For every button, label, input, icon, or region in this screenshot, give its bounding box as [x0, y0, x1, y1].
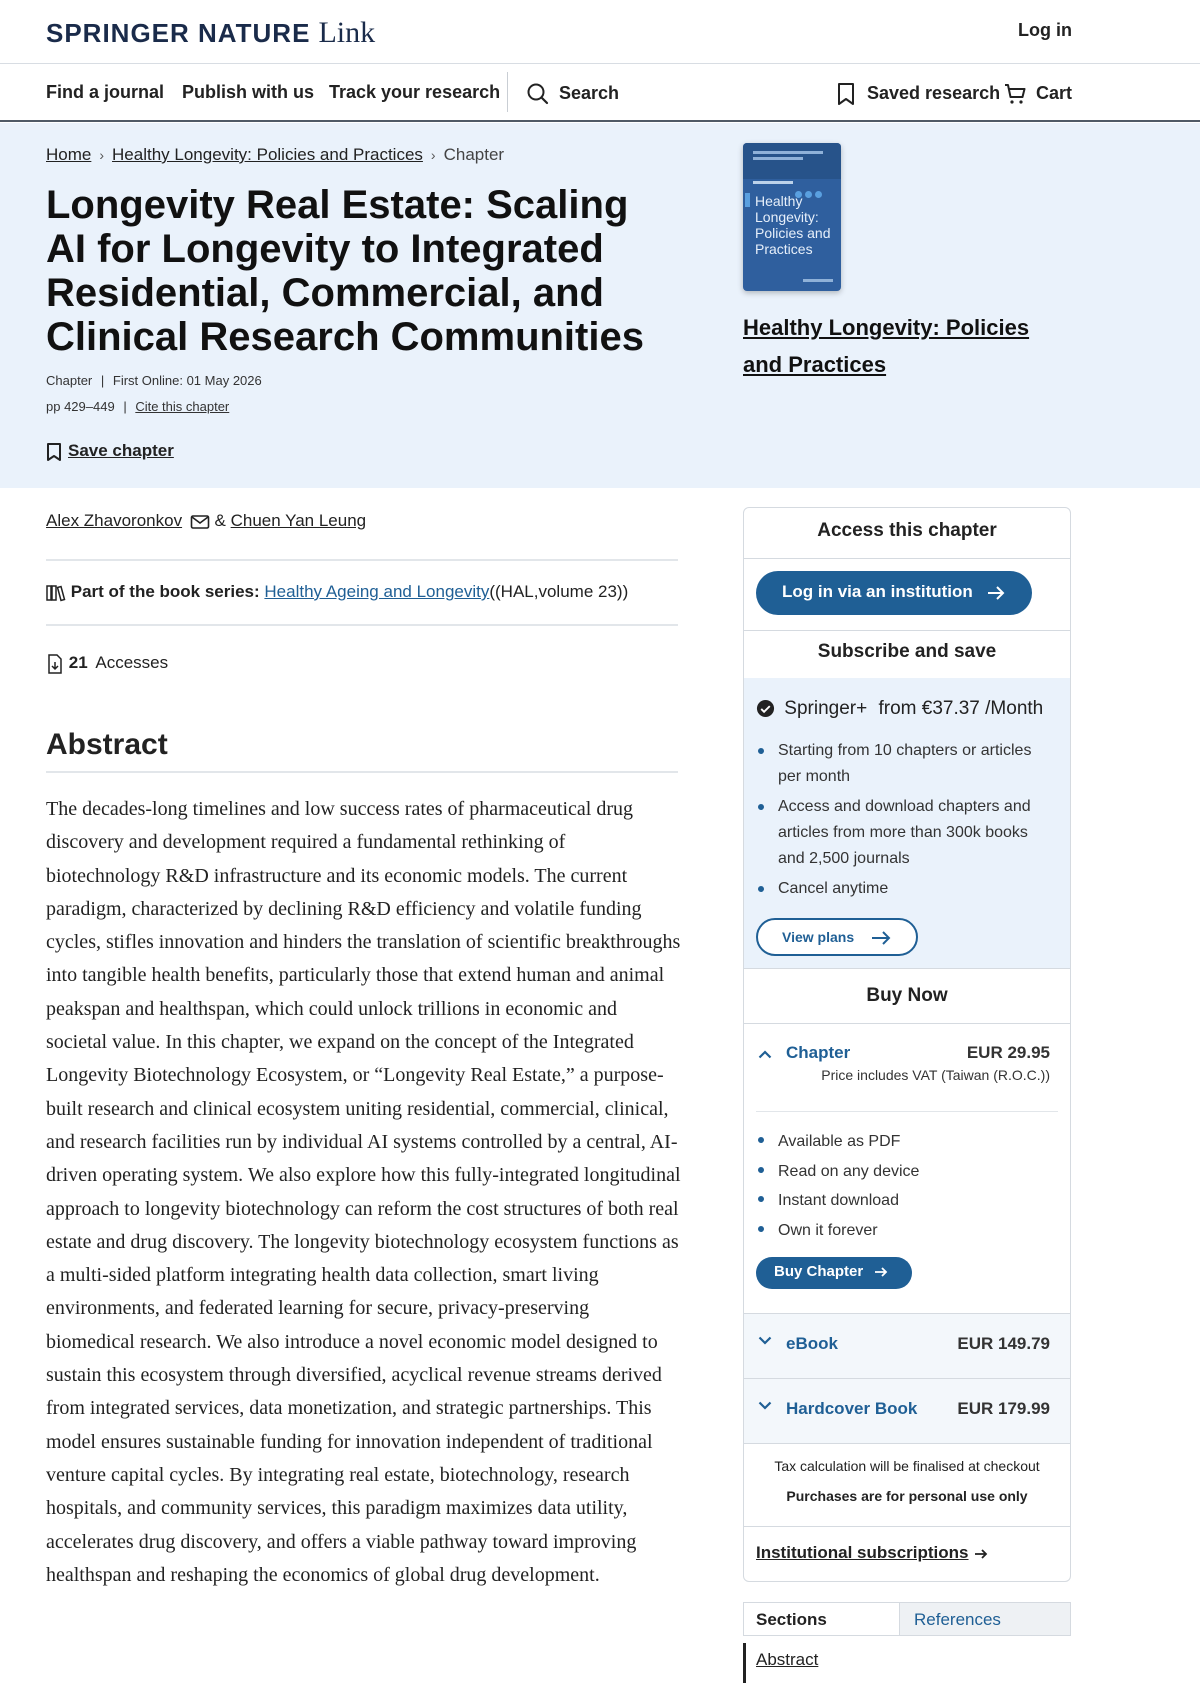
- cover-decoration: [803, 279, 833, 282]
- list-item: Starting from 10 chapters or articles per month: [756, 738, 1056, 790]
- sections-tabs: [743, 1602, 1071, 1636]
- nav-cart[interactable]: [1003, 82, 1072, 106]
- subscription-box: [744, 678, 1070, 968]
- meta-separator: |: [123, 399, 127, 414]
- series-volume: ((HAL,volume 23)): [489, 582, 629, 601]
- logo-brand: SPRINGER NATURE: [46, 18, 311, 48]
- first-online: First Online: 01 May 2026: [112, 373, 262, 388]
- chevron-down-icon: [758, 1401, 772, 1411]
- envelope-icon[interactable]: [190, 514, 210, 530]
- vat-note: Price includes VAT (Taiwan (R.O.C.)): [821, 1067, 1050, 1083]
- cite-chapter-link[interactable]: Cite this chapter: [135, 399, 230, 414]
- divider: [744, 968, 1070, 969]
- nav-publish[interactable]: Publish with us: [182, 82, 315, 102]
- cover-decoration: [745, 193, 750, 207]
- buy-now-heading: Buy Now: [866, 985, 948, 1006]
- cover-decoration: [753, 151, 823, 154]
- ebook-label: eBook: [786, 1334, 838, 1353]
- book-cover-image[interactable]: [743, 143, 841, 291]
- divider: [744, 558, 1070, 559]
- springer-nature-link-logo[interactable]: [46, 16, 375, 50]
- divider: [744, 1526, 1070, 1527]
- ebook-price: EUR 149.79: [957, 1334, 1050, 1353]
- breadcrumb-current: Chapter: [443, 145, 505, 164]
- nav-search[interactable]: [526, 82, 619, 106]
- chapter-pages: pp 429–449: [46, 399, 115, 414]
- chevron-right-icon: ›: [430, 147, 436, 163]
- buy-chapter-label: Buy Chapter: [774, 1263, 864, 1280]
- arrow-right-icon: [873, 1265, 889, 1279]
- abstract-heading: Abstract: [46, 728, 168, 761]
- purchase-sidebar: [743, 507, 1071, 1582]
- cover-decoration: [753, 181, 793, 184]
- view-plans-label: View plans: [782, 929, 855, 945]
- cover-band: [743, 143, 841, 179]
- list-item: Own it forever: [756, 1216, 1056, 1246]
- nav-saved-research[interactable]: [836, 82, 1000, 106]
- nav-saved-label: Saved research: [867, 82, 1001, 103]
- divider: [46, 559, 678, 561]
- subscribe-heading: Subscribe and save: [817, 641, 997, 662]
- bookmark-icon: [46, 442, 62, 462]
- chapter-pages-row: [46, 399, 229, 414]
- login-institution-button[interactable]: [756, 571, 1032, 615]
- chevron-right-icon: ›: [99, 147, 105, 163]
- cover-decoration: [753, 157, 803, 160]
- hardcover-price: EUR 179.99: [957, 1399, 1050, 1418]
- list-item: Access and download chapters and articles from more than 300k books and 2,500 journals: [756, 794, 1056, 872]
- divider: [46, 771, 678, 773]
- series-link[interactable]: Healthy Ageing and Longevity: [264, 582, 490, 601]
- chapter-type: Chapter: [46, 373, 93, 388]
- nav-track-research[interactable]: Track your research: [329, 82, 501, 102]
- book-series: [46, 582, 628, 602]
- hardcover-purchase-option[interactable]: [744, 1379, 1070, 1443]
- breadcrumb-home[interactable]: Home: [46, 145, 92, 164]
- ebook-purchase-option[interactable]: [744, 1314, 1070, 1378]
- springer-plus-label: Springer+: [784, 698, 868, 719]
- save-chapter-button[interactable]: [46, 441, 174, 462]
- divider: [744, 630, 1070, 631]
- nav-cart-label: Cart: [1036, 82, 1073, 103]
- hardcover-label: Hardcover Book: [786, 1399, 918, 1418]
- chapter-meta: [46, 373, 262, 388]
- chapter-hero: [0, 123, 1200, 488]
- chapter-purchase-option: [744, 1023, 1070, 1313]
- list-item: Read on any device: [756, 1157, 1056, 1187]
- chapter-title: Longevity Real Estate: Scaling AI for Longevity to Integrated Residential, Commercial, and Clinical Research Communities: [46, 183, 644, 359]
- logo-link-word: Link: [318, 16, 376, 49]
- author-list: [46, 511, 366, 531]
- search-icon: [526, 82, 550, 106]
- chapter-price: EUR 29.95: [966, 1043, 1050, 1062]
- springer-plus-price: from €37.37 /Month: [878, 698, 1044, 719]
- abstract-text: The decades-long timelines and low success rates of pharmaceutical drug discovery and development required a fundamental rethinking of biotechnology R&D infrastructure and its economic models. The current paradigm, characterized by declining R&D efficiency and volatile funding cycles, stifles innovation and hinders the translation of scientific breakthroughs into tangible health benefits, particularly those that extend human and animal peakspan and healthspan, which could unlock trillions in economic and societal value. In this chapter, we expand on the concept of the Integrated Longevity Biotechnology Ecosystem, or “Longevity Real Estate,” a purpose-built research and clinical ecosystem uniting residential, commercial, clinical, and research facilities run by individual AI systems controlled by a central, AI-driven operating system. We also explore how this fully-integrated longitudinal approach to longevity biotechnology can reform the cost structures of both real estate and drug discovery. The longevity biotechnology ecosystem functions as a multi-sided platform integrating health data collection, smart living environments, and federated learning for secure, privacy-preserving biomedical research. We also introduce a novel economic model designed to sustain this ecosystem through diversified, acyclical revenue streams derived from integrated services, data monetization, and strategic partnerships. This model ensures sustainable funding for innovation independent of traditional venture capital cycles. By integrating real estate, biotechnology, research hospitals, and community services, this paradigm maximizes data utility, accelerates drug discovery, and offers a viable pathway toward improving healthspan and reshaping the economics of global drug development.: [46, 798, 681, 1586]
- author-separator: &: [214, 511, 226, 530]
- nav-search-label: Search: [559, 82, 620, 103]
- login-link[interactable]: Log in: [1018, 20, 1072, 40]
- view-plans-button[interactable]: [756, 918, 918, 956]
- top-bar: [0, 0, 1200, 64]
- author-link[interactable]: Chuen Yan Leung: [230, 511, 367, 530]
- access-heading: Access this chapter: [817, 520, 997, 541]
- toc-abstract-link: Abstract: [756, 1650, 819, 1669]
- chapter-benefits: [756, 1127, 1056, 1245]
- chevron-down-icon: [758, 1336, 772, 1346]
- toc-item-abstract[interactable]: [743, 1643, 1071, 1683]
- list-item: Instant download: [756, 1186, 1056, 1216]
- login-institution-label: Log in via an institution: [782, 582, 973, 601]
- nav-divider: [507, 72, 508, 112]
- personal-use-note: Purchases are for personal use only: [786, 1488, 1028, 1504]
- institutional-label: Institutional subscriptions: [756, 1543, 969, 1562]
- books-icon: [46, 584, 66, 602]
- check-circle-icon: [756, 699, 775, 718]
- series-label: Part of the book series:: [70, 582, 260, 601]
- cart-icon: [1003, 82, 1027, 106]
- main-nav: [0, 64, 1200, 122]
- meta-separator: |: [100, 373, 105, 388]
- cover-title: Healthy Longevity: Policies and Practices: [755, 193, 831, 257]
- chevron-up-icon[interactable]: [758, 1049, 772, 1059]
- list-item: Available as PDF: [756, 1127, 1056, 1157]
- accesses-count: 21: [68, 653, 88, 672]
- buy-chapter-button[interactable]: [756, 1257, 912, 1289]
- breadcrumb: [46, 145, 504, 165]
- divider: [756, 1111, 1058, 1112]
- tax-note: Tax calculation will be finalised at checkout: [774, 1458, 1040, 1474]
- bookmark-icon: [836, 82, 856, 106]
- arrow-right-icon: [986, 585, 1006, 601]
- download-icon: [46, 654, 64, 674]
- institutional-subscriptions-link[interactable]: [756, 1543, 989, 1563]
- tab-references[interactable]: References: [899, 1603, 1070, 1635]
- chapter-option-label[interactable]: Chapter: [786, 1043, 851, 1062]
- arrow-right-icon: [870, 930, 892, 946]
- divider: [744, 1443, 1070, 1444]
- author-link[interactable]: Alex Zhavoronkov: [46, 511, 183, 530]
- springer-plus-offer: [756, 698, 1043, 720]
- accesses-label: Accesses: [95, 653, 169, 672]
- book-title-link[interactable]: Healthy Longevity: Policies and Practices: [743, 315, 1030, 377]
- accesses-metric: [46, 653, 168, 674]
- cover-dots: [795, 185, 835, 193]
- save-chapter-label: Save chapter: [68, 441, 174, 460]
- nav-find-journal[interactable]: Find a journal: [46, 82, 165, 102]
- tab-sections[interactable]: Sections: [744, 1603, 899, 1635]
- subscription-benefits: [756, 738, 1056, 902]
- breadcrumb-book[interactable]: Healthy Longevity: Policies and Practices: [112, 145, 423, 164]
- divider: [46, 624, 678, 626]
- list-item: Cancel anytime: [756, 876, 1056, 902]
- arrow-right-icon: [973, 1547, 989, 1561]
